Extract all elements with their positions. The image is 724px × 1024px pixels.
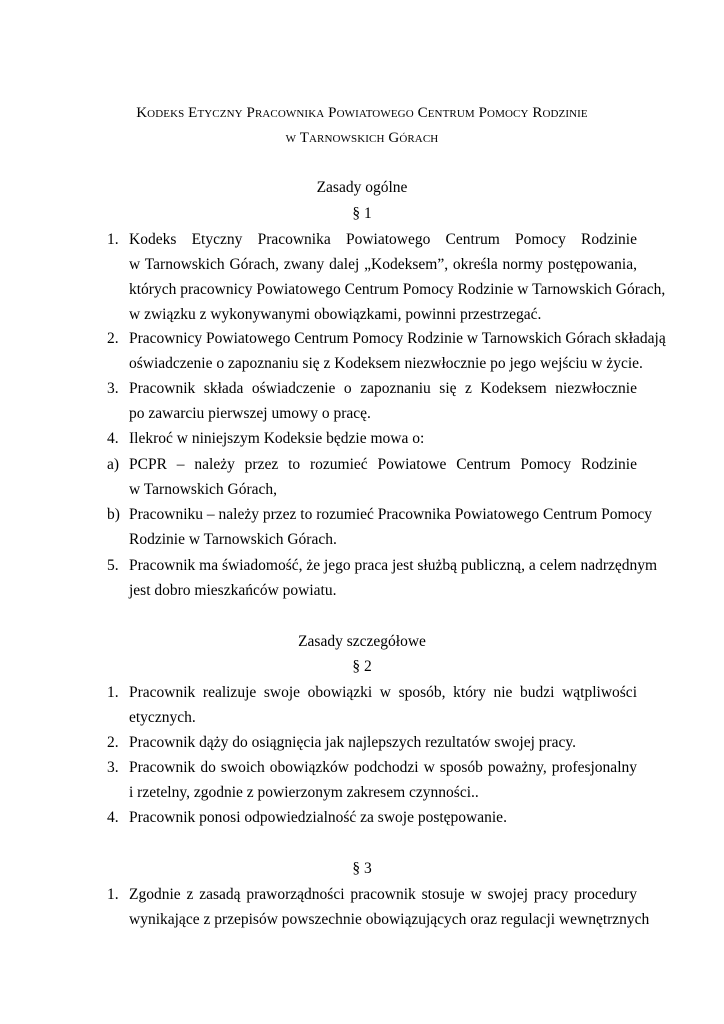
list-marker: 3. — [107, 380, 119, 397]
text-line: PCPR – należy przez to rozumieć Powiatowe Centrum Pomocy Rodzinie — [129, 456, 637, 473]
list-marker: 1. — [107, 886, 119, 903]
text-line: Pracowniku – należy przez to rozumieć Pracownika Powiatowego Centrum Pomocy — [129, 506, 652, 523]
text-line: Pracownik do swoich obowiązków podchodzi w sposób poważny, profesjonalny — [129, 759, 637, 776]
paragraph-number-1: § 1 — [352, 205, 372, 222]
text-line: po zawarciu pierwszej umowy o pracę. — [129, 405, 371, 422]
list-marker: b) — [107, 506, 120, 523]
text-line: w związku z wykonywanymi obowiązkami, powinni przestrzegać. — [129, 306, 542, 323]
text-line: wynikające z przepisów powszechnie obowiązujących oraz regulacji wewnętrznych — [129, 911, 650, 928]
text-line: oświadczenie o zapoznaniu się z Kodeksem niezwłocznie po jego wejściu w życie. — [129, 355, 643, 372]
paragraph-number-2: § 2 — [352, 658, 372, 675]
text-line: w Tarnowskich Górach, zwany dalej „Kodeksem”, określa normy postępowania, — [129, 256, 637, 273]
list-marker: 5. — [107, 557, 119, 574]
text-line: Pracownicy Powiatowego Centrum Pomocy Rodzinie w Tarnowskich Górach składają — [129, 330, 666, 347]
document-title-line-2: w Tarnowskich Górach — [285, 130, 439, 146]
text-line: Pracownik realizuje swoje obowiązki w sposób, który nie budzi wątpliwości — [129, 684, 637, 701]
section-heading-general: Zasady ogólne — [316, 179, 408, 196]
section-heading-detailed: Zasady szczegółowe — [298, 633, 426, 650]
text-line: Kodeks Etyczny Pracownika Powiatowego Centrum Pomocy Rodzinie — [129, 231, 637, 248]
text-line: Pracownik dąży do osiągnięcia jak najlepszych rezultatów swojej pracy. — [129, 734, 577, 751]
text-line: jest dobro mieszkańców powiatu. — [129, 582, 337, 599]
list-marker: 2. — [107, 734, 119, 751]
list-marker: 1. — [107, 684, 119, 701]
list-marker: 4. — [107, 430, 119, 447]
text-line: Pracownik składa oświadczenie o zapoznaniu się z Kodeksem niezwłocznie — [129, 380, 637, 397]
list-marker: 1. — [107, 231, 119, 248]
list-marker: a) — [107, 456, 120, 473]
document-title-line-1: Kodeks Etyczny Pracownika Powiatowego Centrum Pomocy Rodzinie — [136, 105, 588, 121]
paragraph-number-3: § 3 — [352, 860, 372, 877]
text-line: których pracownicy Powiatowego Centrum Pomocy Rodzinie w Tarnowskich Górach, — [129, 281, 666, 298]
list-marker: 4. — [107, 809, 119, 826]
text-line: Pracownik ponosi odpowiedzialność za swoje postępowanie. — [129, 809, 507, 826]
text-line: Zgodnie z zasadą praworządności pracownik stosuje w swojej pracy procedury — [129, 886, 637, 903]
text-line: w Tarnowskich Górach, — [129, 481, 277, 498]
text-line: Pracownik ma świadomość, że jego praca jest służbą publiczną, a celem nadrzędnym — [129, 557, 658, 574]
text-line: Ilekroć w niniejszym Kodeksie będzie mowa o: — [129, 430, 425, 447]
text-line: Rodzinie w Tarnowskich Górach. — [129, 531, 337, 548]
text-line: i rzetelny, zgodnie z powierzonym zakresem czynności.. — [129, 784, 479, 801]
text-line: etycznych. — [129, 709, 196, 726]
list-marker: 3. — [107, 759, 119, 776]
list-marker: 2. — [107, 330, 119, 347]
